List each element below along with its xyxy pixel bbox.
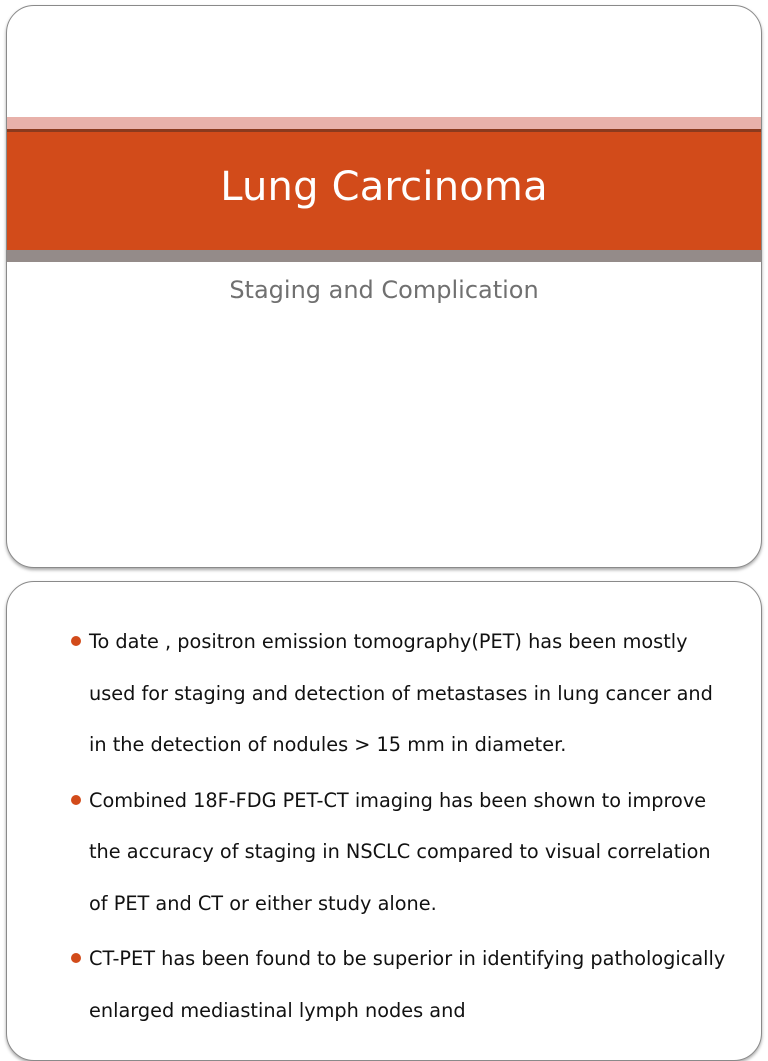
bullet-item xyxy=(71,775,731,930)
bullet-text: Combined 18F-FDG PET-CT imaging has been shown to improve the accuracy of staging in NSCLC compared to visual correlation of PET and CT or either study alone. xyxy=(89,788,711,915)
title-band xyxy=(7,132,761,250)
bullet-dot-icon xyxy=(71,795,81,805)
slide-title: Lung Carcinoma xyxy=(220,164,548,210)
bullet-dot-icon xyxy=(71,953,81,963)
slide-subtitle: Staging and Complication xyxy=(229,276,539,304)
title-slide xyxy=(6,5,762,568)
bullet-item xyxy=(71,933,731,1036)
bullet-list xyxy=(71,616,731,1040)
content-slide xyxy=(6,581,762,1061)
title-band-top-stripe xyxy=(7,117,761,129)
bullet-text: To date , positron emission tomography(PET) has been mostly used for staging and detection of metastases in lung cancer and in the detection of nodules > 15 mm in diameter. xyxy=(89,630,713,756)
bullet-text: CT-PET has been found to be superior in identifying pathologically enlarged mediastinal lymph nodes and xyxy=(89,947,726,1022)
bullet-item xyxy=(71,616,731,771)
title-band-bottom-stripe xyxy=(7,250,761,262)
bullet-dot-icon xyxy=(71,636,81,646)
